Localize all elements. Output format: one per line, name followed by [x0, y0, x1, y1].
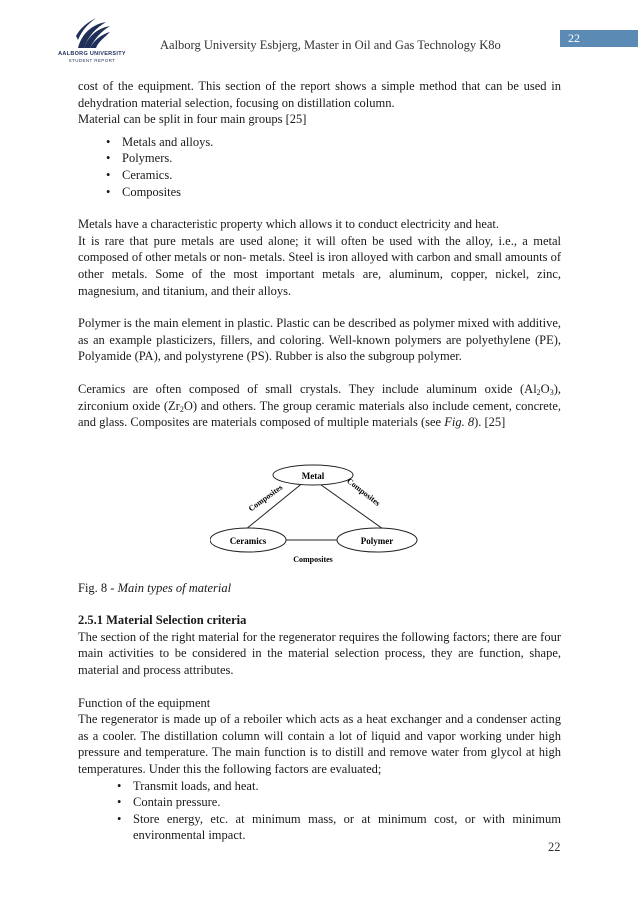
paragraph-intro: cost of the equipment. This section of the report shows a simple method that can be used in dehydration material selection, focusing on distillation column.	[78, 79, 561, 110]
list-item: • Metals and alloys.	[122, 134, 561, 151]
figure-reference: Fig. 8	[444, 415, 475, 430]
figure-caption: Fig. 8 - Main types of material	[78, 580, 232, 595]
edge-label-bottom: Composites	[293, 554, 333, 564]
list-item: • Composites	[122, 184, 561, 201]
edge-label-right: Composites	[345, 475, 382, 508]
wave-logo-icon	[72, 14, 112, 50]
list-item: • Transmit loads, and heat.	[133, 778, 561, 795]
sub-heading: Function of the equipment	[78, 695, 211, 710]
label-polymer: Polymer	[360, 535, 394, 546]
list-item: • Ceramics.	[122, 167, 561, 184]
material-types-diagram	[78, 462, 561, 580]
paragraph-groups-intro: Material can be split in four main groups [25]	[78, 112, 307, 127]
body-text	[78, 78, 561, 844]
header-page-number: 22	[568, 31, 580, 45]
university-logo	[52, 14, 132, 66]
logo-university-name: AALBORG UNIVERSITY	[58, 51, 126, 57]
paragraph-selection: The section of the right material for the regenerator requires the following factors; there are four main activities to be considered in the material selection process, they are function, shape, material and process attributes.	[78, 629, 561, 678]
edge-label-left: Composites	[246, 482, 285, 513]
paragraph-metals: It is rare that pure metals are used alone; it will often be used with the alloy, i.e., a metal composed of other metals or non- metals. Steel is iron alloyed with carbon and small amounts of other metals. Some of the most important metals are, aluminum, copper, nickel, zinc, magnesium, and titanium, and their alloys.	[78, 233, 561, 298]
list-item: • Polymers.	[122, 150, 561, 167]
section-heading: 2.5.1 Material Selection criteria	[78, 613, 247, 628]
paragraph-function: The regenerator is made up of a reboiler which acts as a heat exchanger and a condenser acting as a cooler. The distillation column will contain a lot of liquid and vapor working under high pressure and temperature. The main function is to distill and remove water from glycol at high temperatures. Under this the following factors are evaluated;	[78, 712, 561, 777]
paragraph-metals-property: Metals have a characteristic property which allows it to conduct electricity and heat.	[78, 217, 500, 232]
header-title: Aalborg University Esbjerg, Master in Oil and Gas Technology K8o	[160, 38, 501, 52]
paragraph-ceramics: Ceramics are often composed of small crystals. They include aluminum oxide $(Al_2O_3)$, zirconium oxide $(Zr_2O)$ and others. The group ceramic materials also include cement, concrete, and glass. Composites are materials composed of multiple materials (see Fig. 8). [25]	[78, 381, 561, 430]
list-item: • Store energy, etc. at minimum mass, or at minimum cost, or with minimum environmental impact.	[133, 811, 561, 844]
material-groups-list	[78, 134, 561, 200]
factors-list	[78, 778, 561, 844]
label-ceramics: Ceramics	[229, 535, 267, 546]
list-item: • Contain pressure.	[133, 794, 561, 811]
logo-subtitle: STUDENT REPORT	[68, 58, 116, 63]
footer-page-number: 22	[548, 840, 561, 854]
paragraph-polymers: Polymer is the main element in plastic. Plastic can be described as polymer mixed with additive, as an example plasticizers, fillers, and coloring. Well-known polymers are polyethylene (PE), Polyamide (PA), and polystyrene (PS). Rubber is also the subgroup polymer.	[78, 316, 561, 364]
label-metal: Metal	[301, 470, 325, 481]
